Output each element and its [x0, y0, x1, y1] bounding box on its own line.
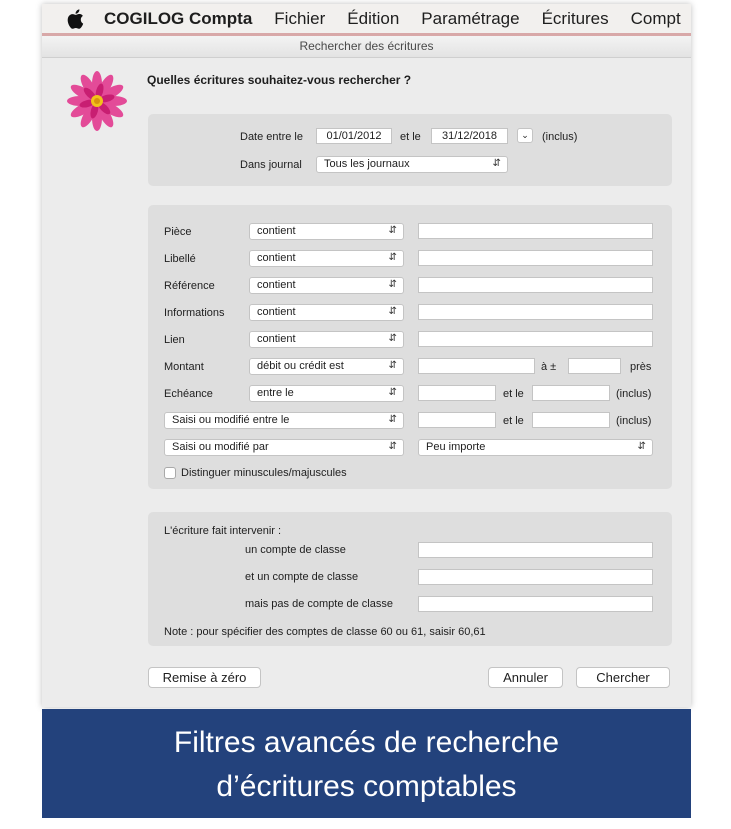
criteria-label-montant: Montant: [164, 361, 204, 373]
amount-plusminus-label: à ±: [541, 361, 557, 373]
date-label: Date entre le: [240, 131, 303, 143]
modified-inclusive-label: (inclus): [616, 415, 652, 427]
updown-icon: ⇵: [388, 279, 397, 290]
dialog-question: Quelles écritures souhaitez-vous rechercher ?: [147, 73, 412, 87]
criteria-input-piece[interactable]: [418, 223, 653, 239]
operator-value: débit ou crédit est: [257, 360, 344, 372]
menu-fichier[interactable]: Fichier: [274, 8, 326, 28]
due-to-input[interactable]: [532, 385, 610, 401]
modified-between-select[interactable]: [164, 412, 404, 429]
window-title: Rechercher des écritures: [42, 36, 691, 58]
case-sensitive-label: Distinguer minuscules/majuscules: [181, 467, 347, 479]
date-panel: [148, 114, 672, 186]
accounts-label-and-with: et un compte de classe: [245, 571, 359, 583]
criteria-operator-piece[interactable]: [249, 223, 404, 240]
menu-parametrage[interactable]: Paramétrage: [421, 8, 520, 28]
criteria-input-informations[interactable]: [418, 304, 653, 320]
modified-to-input[interactable]: [532, 412, 610, 428]
modified-by-operator-select[interactable]: [164, 439, 404, 456]
operator-value: contient: [257, 252, 296, 264]
updown-icon: ⇵: [388, 306, 397, 317]
criteria-operator-echeance[interactable]: [249, 385, 404, 402]
criteria-label-lien: Lien: [164, 334, 185, 346]
account-class-input-excluded[interactable]: [418, 596, 653, 612]
journal-label: Dans journal: [240, 159, 302, 171]
apple-icon[interactable]: [66, 9, 84, 29]
operator-value: contient: [257, 306, 296, 318]
reset-button[interactable]: Remise à zéro: [148, 667, 261, 688]
operator-value: Saisi ou modifié entre le: [172, 414, 290, 426]
criteria-label-echeance: Echéance: [164, 388, 213, 400]
amount-input[interactable]: [418, 358, 535, 374]
date-and-label: et le: [400, 131, 421, 143]
criteria-input-libelle[interactable]: [418, 250, 653, 266]
date-to-field[interactable]: 31/12/2018: [431, 128, 508, 144]
criteria-input-reference[interactable]: [418, 277, 653, 293]
user-value: Peu importe: [426, 441, 486, 453]
criteria-label-reference: Référence: [164, 280, 215, 292]
journal-select[interactable]: [316, 156, 508, 173]
operator-value: contient: [257, 333, 296, 345]
criteria-label-piece: Pièce: [164, 226, 192, 238]
accounts-note: Note : pour spécifier des comptes de classe 60 ou 61, saisir 60,61: [164, 626, 486, 638]
operator-value: contient: [257, 225, 296, 237]
modified-by-user-select[interactable]: [418, 439, 653, 456]
updown-icon: ⇵: [388, 252, 397, 263]
criteria-label-libelle: Libellé: [164, 253, 196, 265]
search-button[interactable]: Chercher: [576, 667, 670, 688]
account-class-input-1[interactable]: [418, 542, 653, 558]
flower-icon: [66, 70, 128, 132]
criteria-input-lien[interactable]: [418, 331, 653, 347]
updown-icon: ⇵: [388, 387, 397, 398]
journal-select-value: Tous les journaux: [324, 158, 410, 170]
criteria-operator-libelle[interactable]: [249, 250, 404, 267]
due-inclusive-label: (inclus): [616, 388, 652, 400]
criteria-operator-reference[interactable]: [249, 277, 404, 294]
menu-edition[interactable]: Édition: [347, 8, 400, 28]
criteria-operator-informations[interactable]: [249, 304, 404, 321]
date-inclusive-label: (inclus): [542, 131, 578, 143]
due-and-label: et le: [503, 388, 524, 400]
modified-and-label: et le: [503, 415, 524, 427]
modified-from-input[interactable]: [418, 412, 496, 428]
account-class-input-2[interactable]: [418, 569, 653, 585]
menu-app-name[interactable]: COGILOG Compta: [104, 8, 253, 28]
criteria-operator-lien[interactable]: [249, 331, 404, 348]
operator-value: contient: [257, 279, 296, 291]
accounts-label-not: mais pas de compte de classe: [245, 598, 393, 610]
cancel-button[interactable]: Annuler: [488, 667, 563, 688]
updown-icon: ⇵: [388, 225, 397, 236]
criteria-operator-montant[interactable]: [249, 358, 404, 375]
criteria-panel: [148, 205, 672, 489]
menu-bar: [42, 4, 691, 34]
promo-caption: [42, 709, 691, 818]
accounts-panel: [148, 512, 672, 646]
app-window: [42, 4, 691, 707]
date-from-field[interactable]: 01/01/2012: [316, 128, 392, 144]
chevron-down-icon: ⌄: [521, 130, 529, 140]
caption-line-2: d’écritures comptables: [216, 770, 517, 803]
amount-tolerance-input[interactable]: [568, 358, 621, 374]
updown-icon: ⇵: [388, 360, 397, 371]
updown-icon: ⇵: [388, 441, 397, 452]
date-menu-button[interactable]: [517, 128, 533, 143]
updown-icon: ⇵: [388, 333, 397, 344]
due-from-input[interactable]: [418, 385, 496, 401]
operator-value: entre le: [257, 387, 294, 399]
amount-approx-label: près: [630, 361, 652, 373]
accounts-label-with: un compte de classe: [245, 544, 346, 556]
updown-icon: ⇵: [388, 414, 397, 425]
criteria-label-informations: Informations: [164, 307, 225, 319]
operator-value: Saisi ou modifié par: [172, 441, 269, 453]
caption-line-1: Filtres avancés de recherche: [173, 726, 560, 759]
menu-ecritures[interactable]: Écritures: [541, 8, 609, 28]
updown-icon: ⇵: [637, 441, 646, 452]
menu-comptes[interactable]: Compt: [630, 8, 681, 28]
case-sensitive-checkbox[interactable]: [164, 467, 176, 479]
updown-icon: ⇵: [492, 158, 501, 169]
accounts-heading: L'écriture fait intervenir :: [164, 525, 282, 537]
